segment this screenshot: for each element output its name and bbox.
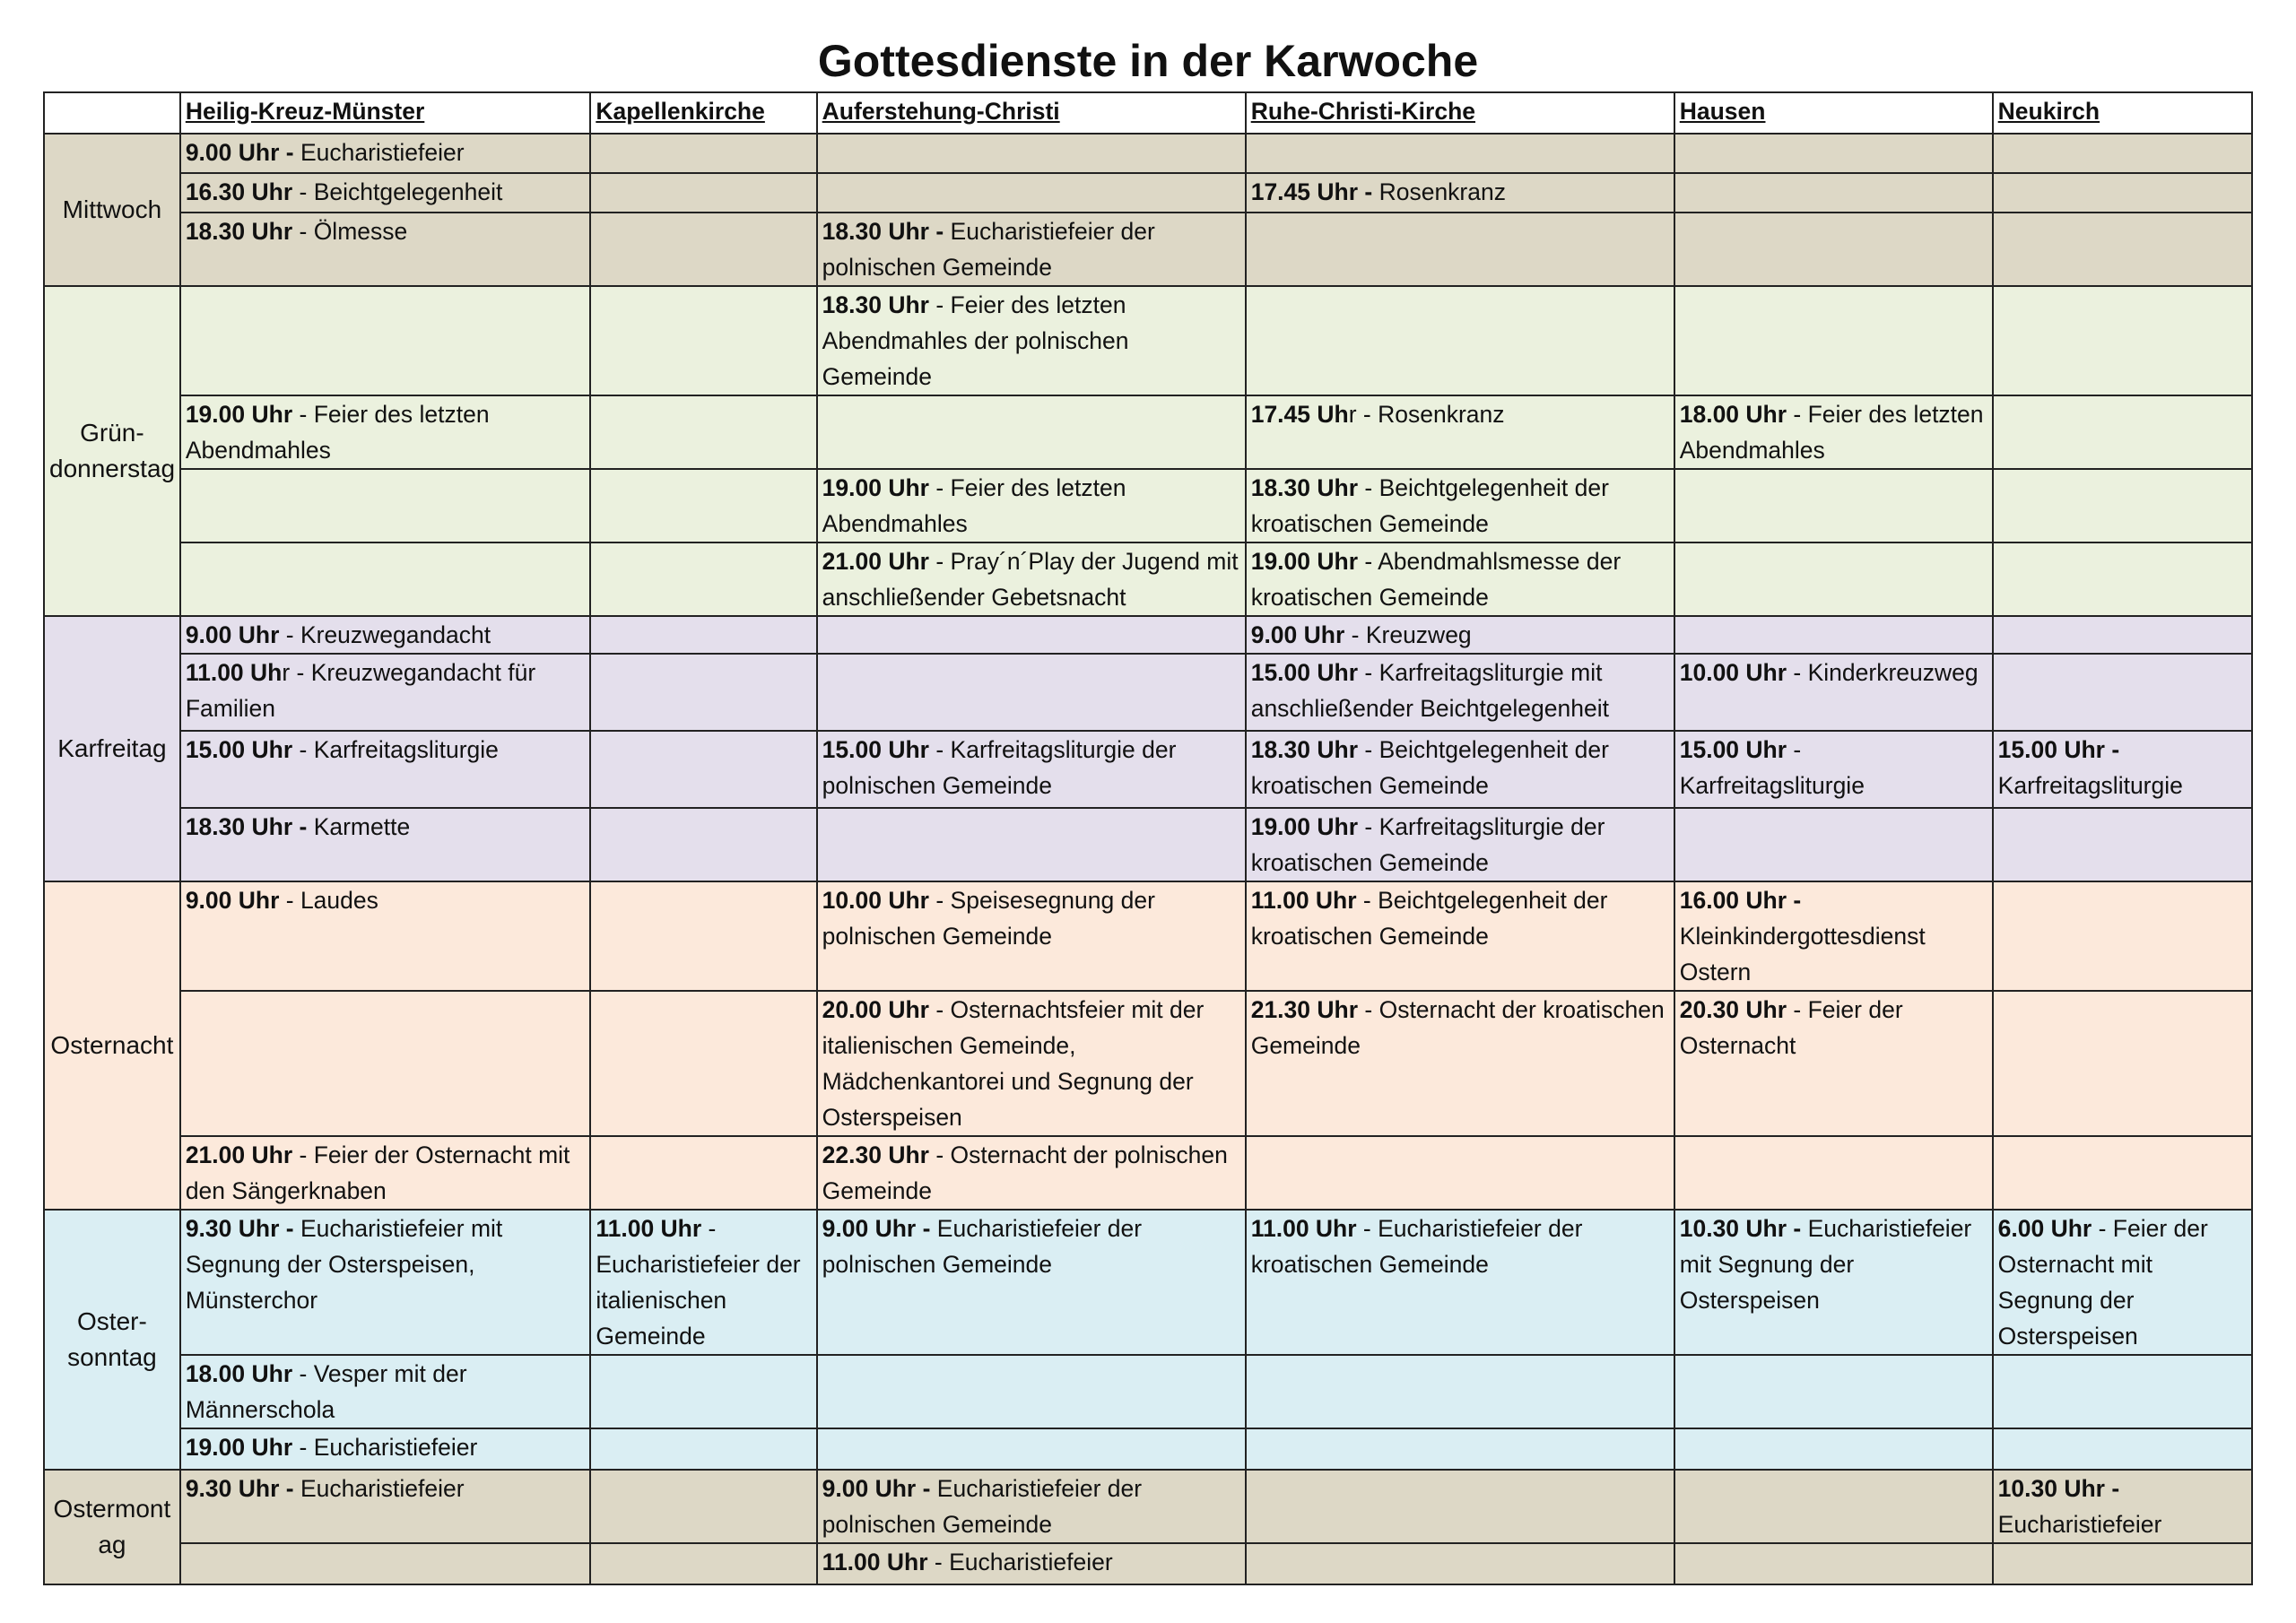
column-header-kapellenkirche: Kapellenkirche — [590, 92, 816, 134]
table-row — [44, 469, 2252, 542]
service-description: - Beichtgelegenheit der kroatischen Gemeinde — [1250, 887, 1608, 950]
schedule-cell — [817, 469, 1246, 542]
schedule-cell — [1993, 286, 2252, 395]
service-description: Karmette — [307, 813, 411, 840]
service-time: 21.00 Uhr — [822, 548, 929, 575]
schedule-cell — [1993, 881, 2252, 991]
table-row — [44, 991, 2252, 1136]
service-time: 9.30 Uhr - — [185, 1475, 294, 1502]
schedule-cell — [1246, 395, 1674, 469]
schedule-cell — [817, 395, 1246, 469]
table-row — [44, 1355, 2252, 1428]
service-description: - Feier des letzten Abendmahles — [185, 401, 490, 464]
day-label: Oster- sonntag — [44, 1210, 180, 1470]
service-time: 21.30 Uhr — [1250, 996, 1359, 1023]
schedule-cell — [180, 469, 591, 542]
schedule-cell — [180, 173, 591, 213]
schedule-cell — [1246, 1470, 1674, 1543]
service-time: 16.00 Uhr - — [1679, 887, 1802, 914]
service-description: - Speisesegnung der polnischen Gemeinde — [822, 887, 1155, 950]
service-description: - Feier des letzten Abendmahles — [1679, 401, 1984, 464]
schedule-cell — [1674, 881, 1993, 991]
column-header-heilig-kreuz-muenster: Heilig-Kreuz-Münster — [180, 92, 591, 134]
service-time: 19.00 Uhr — [185, 401, 293, 428]
schedule-cell — [1246, 1136, 1674, 1210]
schedule-cell — [817, 1210, 1246, 1355]
schedule-cell — [817, 213, 1246, 286]
service-time: 20.30 Uhr — [1679, 996, 1787, 1023]
schedule-cell — [180, 1543, 591, 1584]
schedule-cell — [1993, 1428, 2252, 1470]
service-time: 18.30 Uhr - — [822, 218, 944, 245]
service-time: 10.00 Uhr — [1679, 659, 1787, 686]
schedule-cell — [180, 134, 591, 173]
schedule-cell — [180, 808, 591, 881]
schedule-cell — [180, 1210, 591, 1355]
service-time: 9.00 Uhr — [185, 621, 280, 648]
service-time: 11.00 Uhr — [1250, 1215, 1357, 1242]
schedule-cell — [1246, 213, 1674, 286]
service-time: 9.00 Uhr - — [822, 1215, 931, 1242]
schedule-cell — [590, 731, 816, 808]
schedule-cell — [1246, 1428, 1674, 1470]
schedule-cell — [1674, 1355, 1993, 1428]
table-row — [44, 542, 2252, 616]
service-time: 19.00 Uhr — [822, 474, 929, 501]
schedule-cell — [1993, 1136, 2252, 1210]
service-time: 15.00 Uhr — [1250, 659, 1359, 686]
table-row — [44, 1470, 2252, 1543]
table-row — [44, 134, 2252, 173]
service-description: - Eucharistiefeier der italienischen Gemeinde — [596, 1215, 801, 1350]
service-time: 11.00 Uh — [185, 659, 283, 686]
service-description: Eucharistiefeier mit Segnung der Osterspeisen — [1679, 1215, 1972, 1314]
column-header-neukirch: Neukirch — [1993, 92, 2252, 134]
schedule-cell — [180, 654, 591, 731]
day-label: Osternacht — [44, 881, 180, 1210]
column-header-auferstehung-christi: Auferstehung-Christi — [817, 92, 1246, 134]
schedule-cell — [1246, 616, 1674, 654]
service-description: - Laudes — [279, 887, 378, 914]
service-description: - Eucharistiefeier der kroatischen Gemeinde — [1250, 1215, 1583, 1278]
schedule-cell — [1246, 134, 1674, 173]
service-description: - Feier der Osternacht mit Segnung der Osterspeisen — [1997, 1215, 2208, 1350]
schedule-cell — [1674, 542, 1993, 616]
schedule-cell — [590, 173, 816, 213]
service-time: 15.00 Uhr — [822, 736, 929, 763]
schedule-cell — [180, 616, 591, 654]
service-time: 15.00 Uhr — [1679, 736, 1787, 763]
schedule-cell — [590, 1355, 816, 1428]
service-description: - Beichtgelegenheit der kroatischen Gemeinde — [1250, 474, 1609, 537]
schedule-cell — [1993, 616, 2252, 654]
table-row — [44, 173, 2252, 213]
schedule-cell — [1993, 1543, 2252, 1584]
schedule-cell — [590, 808, 816, 881]
service-time: 11.00 Uhr — [822, 1549, 928, 1575]
schedule-cell — [1246, 808, 1674, 881]
schedule-cell — [817, 1428, 1246, 1470]
table-row — [44, 1210, 2252, 1355]
service-description: - Kreuzwegandacht — [279, 621, 491, 648]
schedule-cell — [817, 173, 1246, 213]
service-description: - Feier des letzten Abendmahles — [822, 474, 1126, 537]
schedule-cell — [180, 286, 591, 395]
schedule-cell — [1993, 213, 2252, 286]
table-row — [44, 286, 2252, 395]
service-description: Karfreitagsliturgie — [1997, 772, 2183, 799]
schedule-cell — [1674, 1428, 1993, 1470]
service-description: r - Rosenkranz — [1348, 401, 1505, 428]
service-description: - Feier der Osternacht mit den Sängerknaben — [185, 1141, 570, 1204]
header-corner — [44, 92, 180, 134]
schedule-table — [43, 91, 2253, 1585]
schedule-cell — [1246, 1355, 1674, 1428]
schedule-cell — [1674, 616, 1993, 654]
service-description: - Karfreitagsliturgie der polnischen Gemeinde — [822, 736, 1177, 799]
schedule-cell — [1246, 881, 1674, 991]
schedule-cell — [817, 1470, 1246, 1543]
table-row — [44, 808, 2252, 881]
schedule-cell — [1993, 731, 2252, 808]
schedule-cell — [590, 1428, 816, 1470]
service-description: Eucharistiefeier — [1997, 1511, 2162, 1538]
service-description: - Osternacht der polnischen Gemeinde — [822, 1141, 1228, 1204]
service-time: 18.30 Uhr - — [185, 813, 308, 840]
service-time: 19.00 Uhr — [185, 1434, 293, 1461]
schedule-cell — [1246, 1210, 1674, 1355]
service-time: 22.30 Uhr — [822, 1141, 929, 1168]
service-description: - Osternacht der kroatischen Gemeinde — [1250, 996, 1665, 1059]
schedule-cell — [590, 654, 816, 731]
table-row — [44, 395, 2252, 469]
column-header-ruhe-christi-kirche: Ruhe-Christi-Kirche — [1246, 92, 1674, 134]
schedule-cell — [1674, 1136, 1993, 1210]
table-row — [44, 654, 2252, 731]
service-time: 15.00 Uhr - — [1997, 736, 2120, 763]
schedule-cell — [1674, 286, 1993, 395]
service-description: Eucharistiefeier der polnischen Gemeinde — [822, 1215, 1143, 1278]
schedule-body — [44, 134, 2252, 1584]
service-time: 6.00 Uhr — [1997, 1215, 2092, 1242]
service-description: Eucharistiefeier der polnischen Gemeinde — [822, 1475, 1143, 1538]
schedule-cell — [1993, 991, 2252, 1136]
schedule-cell — [590, 616, 816, 654]
service-time: 9.30 Uhr - — [185, 1215, 294, 1242]
schedule-cell — [590, 395, 816, 469]
schedule-cell — [590, 1470, 816, 1543]
service-description: Eucharistiefeier mit Segnung der Osterspeisen, Münsterchor — [185, 1215, 503, 1314]
service-description: - Pray´n´Play der Jugend mit anschließender Gebetsnacht — [822, 548, 1239, 611]
schedule-cell — [1674, 1210, 1993, 1355]
schedule-cell — [1993, 542, 2252, 616]
schedule-cell — [590, 286, 816, 395]
column-header-hausen: Hausen — [1674, 92, 1993, 134]
schedule-cell — [1246, 654, 1674, 731]
service-time: 19.00 Uhr — [1250, 548, 1359, 575]
service-description: Eucharistiefeier — [293, 1475, 465, 1502]
schedule-cell — [1993, 808, 2252, 881]
service-description: - Osternachtsfeier mit der italienischen Gemeinde, Mädchenkantorei und Segnung der Osterspeisen — [822, 996, 1205, 1131]
service-description: - Ölmesse — [292, 218, 408, 245]
service-time: 20.00 Uhr — [822, 996, 929, 1023]
service-description: - Beichtgelegenheit — [292, 178, 503, 205]
service-description: Rosenkranz — [1372, 178, 1506, 205]
service-time: 9.00 Uhr — [1250, 621, 1345, 648]
service-time: 10.30 Uhr - — [1679, 1215, 1802, 1242]
schedule-cell — [1993, 1355, 2252, 1428]
service-time: 11.00 Uhr — [596, 1215, 702, 1242]
schedule-cell — [1993, 654, 2252, 731]
schedule-cell — [1246, 731, 1674, 808]
table-row — [44, 881, 2252, 991]
schedule-cell — [1674, 469, 1993, 542]
service-time: 18.30 Uhr — [1250, 736, 1359, 763]
schedule-cell — [590, 881, 816, 991]
service-time: 18.00 Uhr — [185, 1360, 293, 1387]
schedule-cell — [590, 1210, 816, 1355]
schedule-cell — [180, 1355, 591, 1428]
table-row — [44, 1543, 2252, 1584]
schedule-cell — [1674, 731, 1993, 808]
header-row — [44, 92, 2252, 134]
schedule-cell — [817, 654, 1246, 731]
service-time: 18.00 Uhr — [1679, 401, 1787, 428]
schedule-cell — [817, 616, 1246, 654]
schedule-cell — [1674, 395, 1993, 469]
schedule-cell — [1993, 1470, 2252, 1543]
service-time: 9.00 Uhr — [185, 887, 280, 914]
service-description: - Kreuzweg — [1344, 621, 1472, 648]
table-row — [44, 731, 2252, 808]
service-description: - Karfreitagsliturgie — [292, 736, 499, 763]
schedule-cell — [590, 213, 816, 286]
service-description: - Eucharistiefeier — [927, 1549, 1113, 1575]
schedule-cell — [590, 134, 816, 173]
service-time: 11.00 Uhr — [1250, 887, 1357, 914]
service-description: - Karfreitagsliturgie mit anschließender Beichtgelegenheit — [1250, 659, 1609, 722]
schedule-cell — [180, 881, 591, 991]
service-time: 10.30 Uhr - — [1997, 1475, 2120, 1502]
schedule-cell — [817, 1543, 1246, 1584]
service-time: 18.30 Uhr — [822, 291, 929, 318]
schedule-cell — [590, 991, 816, 1136]
table-row — [44, 616, 2252, 654]
schedule-cell — [1246, 173, 1674, 213]
day-label: Karfreitag — [44, 616, 180, 881]
service-description: - Kinderkreuzweg — [1787, 659, 1979, 686]
service-description: - Karfreitagsliturgie der kroatischen Gemeinde — [1250, 813, 1605, 876]
schedule-cell — [817, 1355, 1246, 1428]
service-description: - Abendmahlsmesse der kroatischen Gemeinde — [1250, 548, 1622, 611]
schedule-cell — [1674, 213, 1993, 286]
schedule-cell — [1246, 469, 1674, 542]
schedule-cell — [180, 1470, 591, 1543]
schedule-cell — [1674, 1470, 1993, 1543]
schedule-cell — [180, 1136, 591, 1210]
table-row — [44, 1428, 2252, 1470]
table-row — [44, 1136, 2252, 1210]
service-time: 17.45 Uh — [1250, 401, 1349, 428]
schedule-cell — [1993, 134, 2252, 173]
schedule-cell — [590, 1543, 816, 1584]
service-description: - Feier des letzten Abendmahles der polnischen Gemeinde — [822, 291, 1129, 390]
day-label: Mittwoch — [44, 134, 180, 286]
service-description: Eucharistiefeier der polnischen Gemeinde — [822, 218, 1155, 281]
schedule-cell — [817, 731, 1246, 808]
schedule-cell — [817, 286, 1246, 395]
schedule-cell — [1993, 173, 2252, 213]
day-label: Grün- donnerstag — [44, 286, 180, 616]
service-description: - Vesper mit der Männerschola — [185, 1360, 467, 1423]
schedule-cell — [1246, 1543, 1674, 1584]
service-time: 18.30 Uhr — [1250, 474, 1359, 501]
schedule-cell — [1246, 991, 1674, 1136]
schedule-cell — [1674, 173, 1993, 213]
service-time: 16.30 Uhr — [185, 178, 293, 205]
schedule-cell — [180, 1428, 591, 1470]
schedule-cell — [1246, 542, 1674, 616]
schedule-cell — [590, 1136, 816, 1210]
schedule-cell — [817, 991, 1246, 1136]
service-description: Kleinkindergottesdienst Ostern — [1679, 923, 1926, 985]
schedule-cell — [1993, 395, 2252, 469]
schedule-cell — [590, 469, 816, 542]
service-time: 9.00 Uhr - — [185, 139, 294, 166]
service-time: 21.00 Uhr — [185, 1141, 293, 1168]
schedule-cell — [180, 991, 591, 1136]
service-time: 19.00 Uhr — [1250, 813, 1359, 840]
service-time: 9.00 Uhr - — [822, 1475, 931, 1502]
schedule-cell — [590, 542, 816, 616]
schedule-cell — [180, 213, 591, 286]
service-description: - Karfreitagsliturgie — [1679, 736, 1865, 799]
schedule-cell — [817, 881, 1246, 991]
service-time: 15.00 Uhr — [185, 736, 293, 763]
schedule-cell — [1674, 1543, 1993, 1584]
service-description: r - Kreuzwegandacht für Familien — [185, 659, 536, 722]
service-description: Eucharistiefeier — [293, 139, 465, 166]
service-time: 18.30 Uhr — [185, 218, 293, 245]
day-label: Ostermont ag — [44, 1470, 180, 1584]
service-description: - Feier der Osternacht — [1679, 996, 1903, 1059]
schedule-cell — [1993, 469, 2252, 542]
schedule-cell — [180, 731, 591, 808]
schedule-cell — [1993, 1210, 2252, 1355]
schedule-cell — [180, 542, 591, 616]
schedule-cell — [1674, 991, 1993, 1136]
schedule-cell — [180, 395, 591, 469]
schedule-cell — [817, 1136, 1246, 1210]
schedule-cell — [1674, 808, 1993, 881]
schedule-cell — [817, 134, 1246, 173]
service-description: - Beichtgelegenheit der kroatischen Gemeinde — [1250, 736, 1609, 799]
schedule-cell — [817, 542, 1246, 616]
schedule-cell — [1674, 654, 1993, 731]
service-description: - Eucharistiefeier — [292, 1434, 478, 1461]
service-time: 10.00 Uhr — [822, 887, 929, 914]
schedule-cell — [1246, 286, 1674, 395]
schedule-cell — [817, 808, 1246, 881]
page-title: Gottesdienste in der Karwoche — [817, 36, 1479, 86]
schedule-cell — [1674, 134, 1993, 173]
table-row — [44, 213, 2252, 286]
service-time: 17.45 Uhr - — [1250, 178, 1373, 205]
